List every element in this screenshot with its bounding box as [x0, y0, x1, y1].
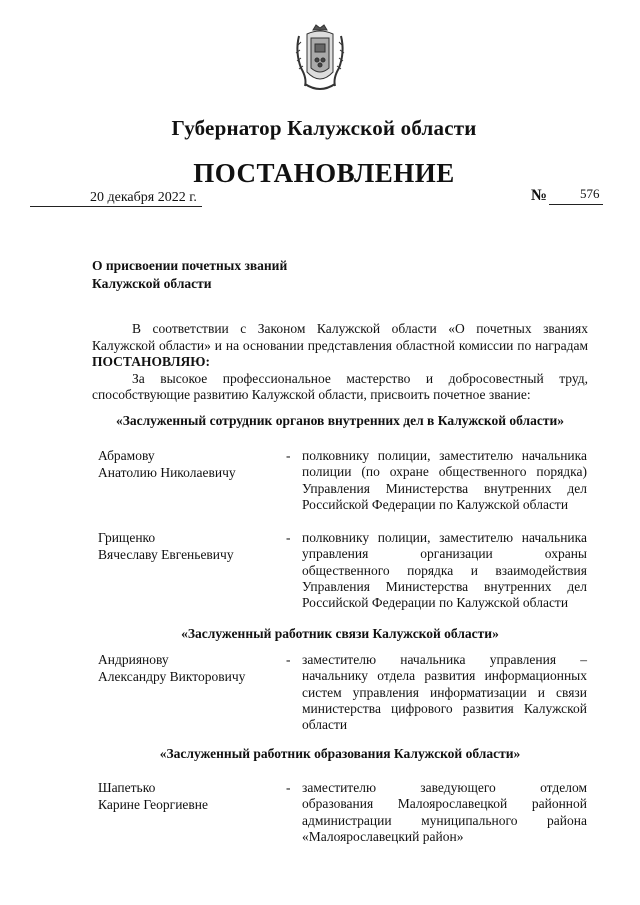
document-type-title: ПОСТАНОВЛЕНИЕ: [193, 158, 455, 188]
position-line: Российской Федерации по Калужской области: [302, 595, 569, 611]
preamble-text: В соответствии с Законом Калужской области «О почетных званиях Калужской области» и на основании представления областной комиссии по наградам: [92, 321, 588, 353]
awardee-name: [98, 530, 234, 563]
awardee-given-names: Карине Георгиевне: [98, 796, 208, 812]
award-title-police: «Заслуженный сотрудник органов внутренних дел в Калужской области»: [115, 413, 565, 428]
issuing-authority: Губернатор Калужской области: [171, 116, 477, 140]
list-dash: -: [286, 448, 291, 463]
position-line: заместителю начальника управления –: [302, 652, 587, 667]
list-dash: -: [286, 530, 291, 545]
awardee-position: [302, 530, 587, 611]
subject-line-2: Калужской области: [92, 276, 212, 291]
position-line: «Малоярославецкий район»: [302, 828, 464, 844]
awardee-position: [302, 652, 587, 733]
list-dash: -: [286, 780, 291, 795]
position-line: заместителю заведующего отделом: [302, 780, 587, 795]
preamble-paragraph-2: За высокое профессиональное мастерство и добросовестный труд, способствующие развитию Калужской области, присвоить почетное звание:: [92, 370, 588, 402]
position-line: полковнику полиции, заместителю начальника: [302, 530, 587, 545]
position-line: области: [302, 717, 348, 733]
position-line: полиции (по охране общественного порядка): [302, 464, 587, 480]
awardee-surname: Грищенко: [98, 530, 156, 545]
award-title-education: «Заслуженный работник образования Калужской области»: [159, 746, 521, 761]
position-line: Управления Министерства внутренних дел: [302, 480, 587, 496]
awardee-given-names: Александру Викторовичу: [98, 668, 246, 684]
awardee-name: [98, 780, 208, 813]
document-date: 20 декабря 2022 г.: [90, 190, 197, 205]
document-subject: [92, 257, 287, 293]
preamble: [92, 321, 588, 404]
awardee-position: [302, 448, 587, 513]
number-sign: №: [531, 187, 548, 204]
position-line: полковнику полиции, заместителю начальника: [302, 448, 587, 463]
position-line: образования Малоярославецкой районной: [302, 796, 587, 812]
awardee-given-names: Анатолию Николаевичу: [98, 464, 236, 480]
position-line: Управления Министерства внутренних дел: [302, 578, 587, 594]
awardee-name: [98, 448, 236, 481]
award-title-communications: «Заслуженный работник связи Калужской области»: [181, 626, 499, 641]
resolution-keyword: ПОСТАНОВЛЯЮ:: [92, 354, 210, 369]
awardee-position: [302, 780, 587, 845]
position-line: общественного порядка и взаимодействия: [302, 562, 587, 578]
awardee-surname: Андриянову: [98, 652, 169, 667]
document-number: 576: [580, 186, 600, 201]
subject-line-1: О присвоении почетных званий: [92, 258, 288, 273]
list-dash: -: [286, 652, 291, 667]
awardee-given-names: Вячеславу Евгеньевичу: [98, 546, 234, 562]
position-line: Российской Федерации по Калужской области: [302, 496, 569, 512]
position-line: министерства цифрового развития Калужской: [302, 700, 587, 716]
awardee-surname: Абрамову: [98, 448, 155, 463]
awardee-surname: Шапетько: [98, 780, 156, 795]
position-line: администрации муниципального района: [302, 812, 587, 828]
preamble-paragraph-1: [92, 321, 588, 371]
awardee-name: [98, 652, 245, 685]
position-line: начальнику отдела развития информационных: [302, 668, 587, 684]
coat-of-arms-emblem: [291, 22, 349, 96]
position-line: управления организации охраны: [302, 546, 587, 562]
position-line: систем управления информатизации и связи: [302, 684, 587, 700]
